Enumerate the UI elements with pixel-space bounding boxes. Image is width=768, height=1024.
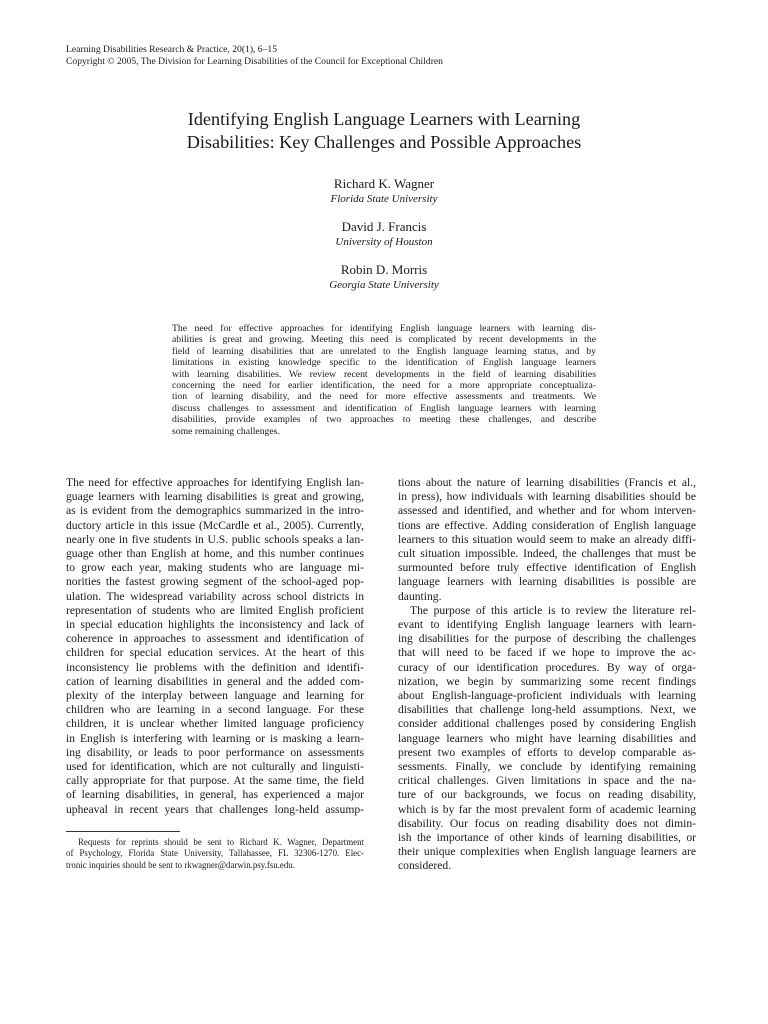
abstract-line: concerning the need for earlier identification, the need for a more appropriate conceptualiza- xyxy=(172,380,596,392)
body-line: their unique complexities when English language learners are xyxy=(398,845,696,859)
body-line: of learning disabilities, in general, has experienced a major xyxy=(66,788,364,802)
body-line: as is evident from the demographics summarized in the intro- xyxy=(66,504,364,518)
author-list xyxy=(168,176,600,305)
body-line: nearly one in five students in U.S. public schools speaks a lan- xyxy=(66,532,364,546)
abstract-line: with learning disabilities. We review recent developments in the field of learning disabilities xyxy=(172,368,596,380)
abstract-line: abilities is great and growing. Meeting this need is complicated by recent developments in the xyxy=(172,334,596,346)
body-line: critical challenges. Given limitations in space and the na- xyxy=(398,774,696,788)
author-name: David J. Francis xyxy=(341,219,427,234)
abstract xyxy=(172,323,596,437)
author-affiliation: Florida State University xyxy=(330,193,438,205)
article-title xyxy=(100,108,668,154)
footnote-line: Requests for reprints should be sent to Richard K. Wagner, Department xyxy=(78,837,364,847)
body-line: evant to identifying English language learners with learn- xyxy=(398,618,696,632)
body-line: daunting. xyxy=(398,589,442,603)
body-line: inconsistency lie problems with the definition and identifi- xyxy=(66,660,364,674)
body-line: children for special education services. At the heart of this xyxy=(66,646,364,660)
journal-citation: Learning Disabilities Research & Practice, 20(1), 6–15 xyxy=(66,44,277,55)
title-line: Identifying English Language Learners with Learning xyxy=(187,109,581,129)
abstract-line: discuss challenges to assessment and identification of English language learners with learning xyxy=(172,402,596,414)
body-line: in English is interfering with learning or is masking a learn- xyxy=(66,731,364,745)
abstract-line: field of learning disabilities that are unrelated to the English language learning status, and by xyxy=(172,345,596,357)
body-line: guage learners with learning disabilities is great and growing, xyxy=(66,490,364,504)
abstract-line: The need for effective approaches for identifying English language learners with learning dis- xyxy=(172,323,596,334)
body-line: language learners who might have learning disabilities and xyxy=(398,731,696,745)
body-line: guage other than English at home, and this number continues xyxy=(66,547,364,561)
body-line: consider additional challenges posed by considering English xyxy=(398,717,696,731)
body-column-left xyxy=(66,476,364,817)
body-line: tions about the nature of learning disabilities (Francis et al., xyxy=(398,476,696,489)
body-line: assessed and identified, and whether and for whom interven- xyxy=(398,504,696,518)
body-line: The need for effective approaches for identifying English lan- xyxy=(66,476,364,489)
abstract-line: disabilities, provide examples of two approaches to meeting these challenges, and describe xyxy=(172,414,596,426)
body-line: learners to this situation would seem to make an already diffi- xyxy=(398,532,696,546)
body-line: The purpose of this article is to review the literature rel- xyxy=(410,603,696,617)
body-line: which is by far the most prevalent form of academic learning xyxy=(398,802,696,816)
footnote-line: tronic inquiries should be sent to rkwagner@darwin.psy.fsu.edu. xyxy=(66,859,295,870)
body-line: sessments. Finally, we conclude by identifying remaining xyxy=(398,760,696,774)
body-line: children who are learning in a second language. For these xyxy=(66,703,364,717)
body-line: plexity of the interplay between language and learning for xyxy=(66,689,364,703)
journal-header xyxy=(66,44,706,69)
abstract-line: some remaining challenges. xyxy=(172,425,280,437)
body-line: norities the fastest growing segment of the school-aged pop- xyxy=(66,575,364,589)
author-name: Richard K. Wagner xyxy=(333,176,435,191)
body-line: disability. Our focus on reading disability does not dimin- xyxy=(398,816,696,830)
body-line: children, it is unclear whether limited language proficiency xyxy=(66,717,364,731)
abstract-line: tion of learning disability, and the need for more effective assessments and treatments. We xyxy=(172,391,596,403)
footnote xyxy=(66,837,364,871)
body-line: nization, we begin by summarizing some recent findings xyxy=(398,674,696,688)
body-line: used for identification, which are not culturally and linguisti- xyxy=(66,760,364,774)
body-line: ulation. The widespread variability across school districts in xyxy=(66,589,364,603)
body-line: that will need to be faced if we hope to improve the ac- xyxy=(398,646,696,660)
abstract-line: limitations in existing knowledge specific to the identification of English language learners xyxy=(172,357,596,369)
body-line: surmounted before truly effective identification of English xyxy=(398,561,696,575)
body-line: disabilities that challenge long-held assumptions. Next, we xyxy=(398,703,696,717)
body-line: considered. xyxy=(398,859,452,873)
author-affiliation: Georgia State University xyxy=(329,279,439,291)
body-line: cation of learning disabilities in general and the added com- xyxy=(66,674,364,688)
body-line: curacy of our identification procedures. By way of orga- xyxy=(398,660,696,674)
body-line: in special education highlights the inconsistency and lack of xyxy=(66,618,364,632)
body-line: cult situation impossible. Indeed, the challenges that must be xyxy=(398,547,696,561)
author-affiliation: University of Houston xyxy=(335,236,433,248)
body-line: about English-language-proficient individuals with learning xyxy=(398,689,696,703)
body-line: cally appropriate for that purpose. At the same time, the field xyxy=(66,774,364,788)
footnote-line: of Psychology, Florida State University, Tallahassee, FL 32306-1270. Elec- xyxy=(66,848,364,859)
body-line: coherence in approaches to assessment and identification of xyxy=(66,632,364,646)
body-line: upheaval in recent years that challenges long-held assump- xyxy=(66,802,364,816)
body-line: ish the importance of other kinds of learning disabilities, or xyxy=(398,831,696,845)
journal-copyright: Copyright © 2005, The Division for Learning Disabilities of the Council for Exceptional Children xyxy=(66,56,443,68)
body-line: in press), how individuals with learning disabilities should be xyxy=(398,490,696,504)
body-line: ing disabilities for the purpose of describing the challenges xyxy=(398,632,696,646)
author-name: Robin D. Morris xyxy=(340,262,428,277)
footnote-divider xyxy=(66,831,180,832)
body-line: ductory article in this issue (McCardle et al., 2005). Currently, xyxy=(66,518,364,532)
body-column-right xyxy=(398,476,696,874)
body-line: tions are effective. Adding consideration of English language xyxy=(398,518,696,532)
body-line: ture of our backgrounds, we focus on reading disability, xyxy=(398,788,696,802)
body-line: present two examples of efforts to develop comparable as- xyxy=(398,745,696,759)
body-line: language learners with learning disabilities is possible are xyxy=(398,575,696,589)
title-line: Disabilities: Key Challenges and Possible Approaches xyxy=(186,132,582,152)
body-line: representation of students who are limited English proficient xyxy=(66,603,364,617)
body-line: to grow each year, making students who are language mi- xyxy=(66,561,364,575)
body-line: ing disability, or leads to poor performance on assessments xyxy=(66,745,364,759)
